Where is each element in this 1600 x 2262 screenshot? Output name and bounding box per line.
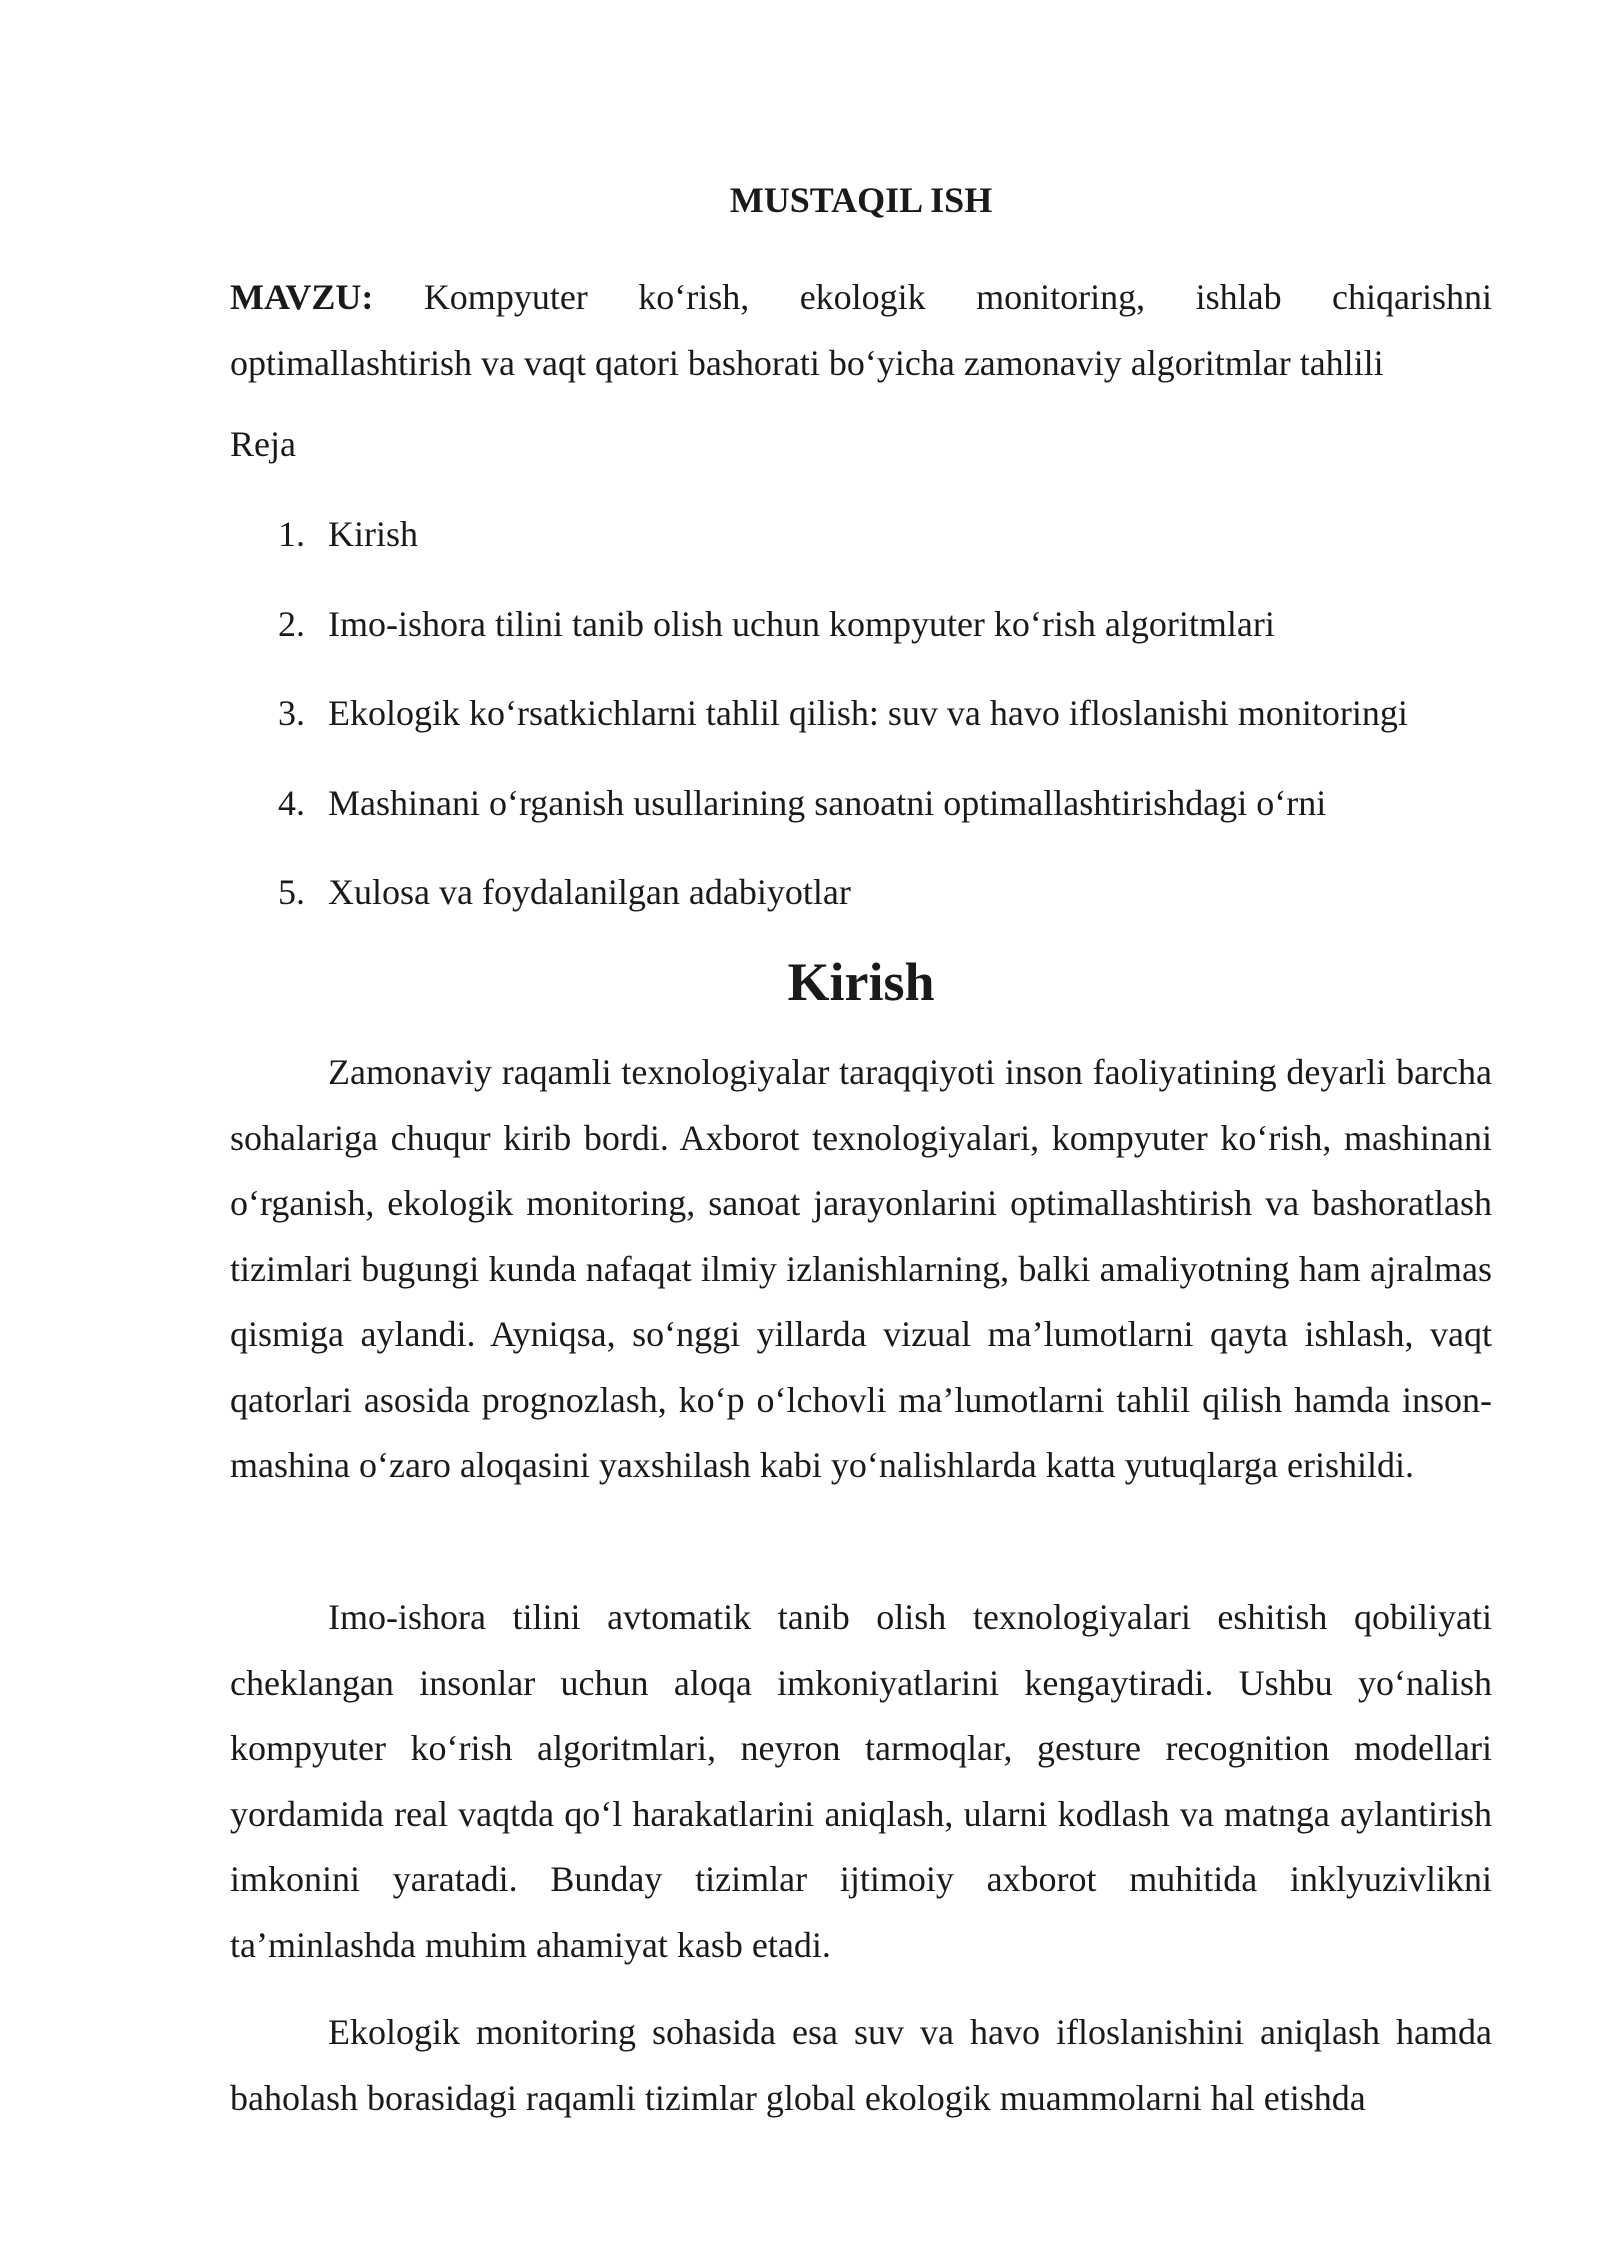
topic-label: MAVZU: <box>230 277 374 317</box>
body-paragraph: Ekologik monitoring sohasida esa suv va havo ifloslanishini aniqlash hamda baholash borasidagi raqamli tizimlar global ekologik muammolarni hal etishda <box>230 2012 1492 2118</box>
plan-list <box>230 508 1492 956</box>
plan-item-number: 3. <box>278 693 305 733</box>
plan-item-text: Xulosa va foydalanilgan adabiyotlar <box>328 872 851 912</box>
plan-item <box>230 777 1492 867</box>
plan-item-number: 5. <box>278 872 305 912</box>
topic-text: Kompyuter ko‘rish, ekologik monitoring, ishlab chiqarishni optimallashtirish va vaqt qatori bashorati bo‘yicha zamonaviy algoritmlar tahlili <box>230 277 1493 383</box>
plan-heading: Reja <box>230 424 296 464</box>
body-paragraph: Zamonaviy raqamli texnologiyalar taraqqiyoti inson faoliyatining deyarli barcha sohalariga chuqur kirib bordi. Axborot texnologiyalari, kompyuter ko‘rish, mashinani o‘rganish, ekologik monitoring, sanoat jarayonlarini optimallashtirish va bashoratlash tizimlari bugungi kunda nafaqat ilmiy izlanishlarning, balki amaliyotning ham ajralmas qismiga aylandi. Ayniqsa, so‘nggi yillarda vizual ma’lumotlarni qayta ishlash, vaqt qatorlari asosida prognozlash, ko‘p o‘lchovli ma’lumotlarni tahlil qilish hamda inson-mashina o‘zaro aloqasini yaxshilash kabi yo‘nalishlarda katta yutuqlarga erishildi. <box>230 1052 1492 1485</box>
document-title: MUSTAQIL ISH <box>729 180 993 220</box>
plan-item-number: 1. <box>278 514 305 554</box>
plan-item <box>230 508 1492 598</box>
plan-item-text: Imo-ishora tilini tanib olish uchun kompyuter ko‘rish algoritmlari <box>328 603 1275 644</box>
plan-item <box>230 687 1492 777</box>
plan-item-number: 4. <box>278 782 305 823</box>
topic-line <box>230 264 1492 396</box>
plan-item-number: 2. <box>278 603 305 644</box>
plan-item <box>230 866 1492 956</box>
body-paragraph: Imo-ishora tilini avtomatik tanib olish texnologiyalari eshitish qobiliyati cheklangan insonlar uchun aloqa imkoniyatlarini kengaytiradi. Ushbu yo‘nalish kompyuter ko‘rish algoritmlari, neyron tarmoqlar, gesture recognition modellari yordamida real vaqtda qo‘l harakatlarini aniqlash, ularni kodlash va matnga aylantirish imkonini yaratadi. Bunday tizimlar ijtimoiy axborot muhitida inklyuzivlikni ta’minlashda muhim ahamiyat kasb etadi. <box>230 1597 1492 1965</box>
plan-item-text: Kirish <box>328 514 418 554</box>
plan-item-text: Ekologik ko‘rsatkichlarni tahlil qilish: suv va havo ifloslanishi monitoringi <box>328 693 1408 733</box>
plan-item-text: Mashinani o‘rganish usullarining sanoatni optimallashtirishdagi o‘rni <box>328 782 1327 823</box>
section-heading: Kirish <box>787 952 935 1012</box>
plan-item <box>230 598 1492 688</box>
